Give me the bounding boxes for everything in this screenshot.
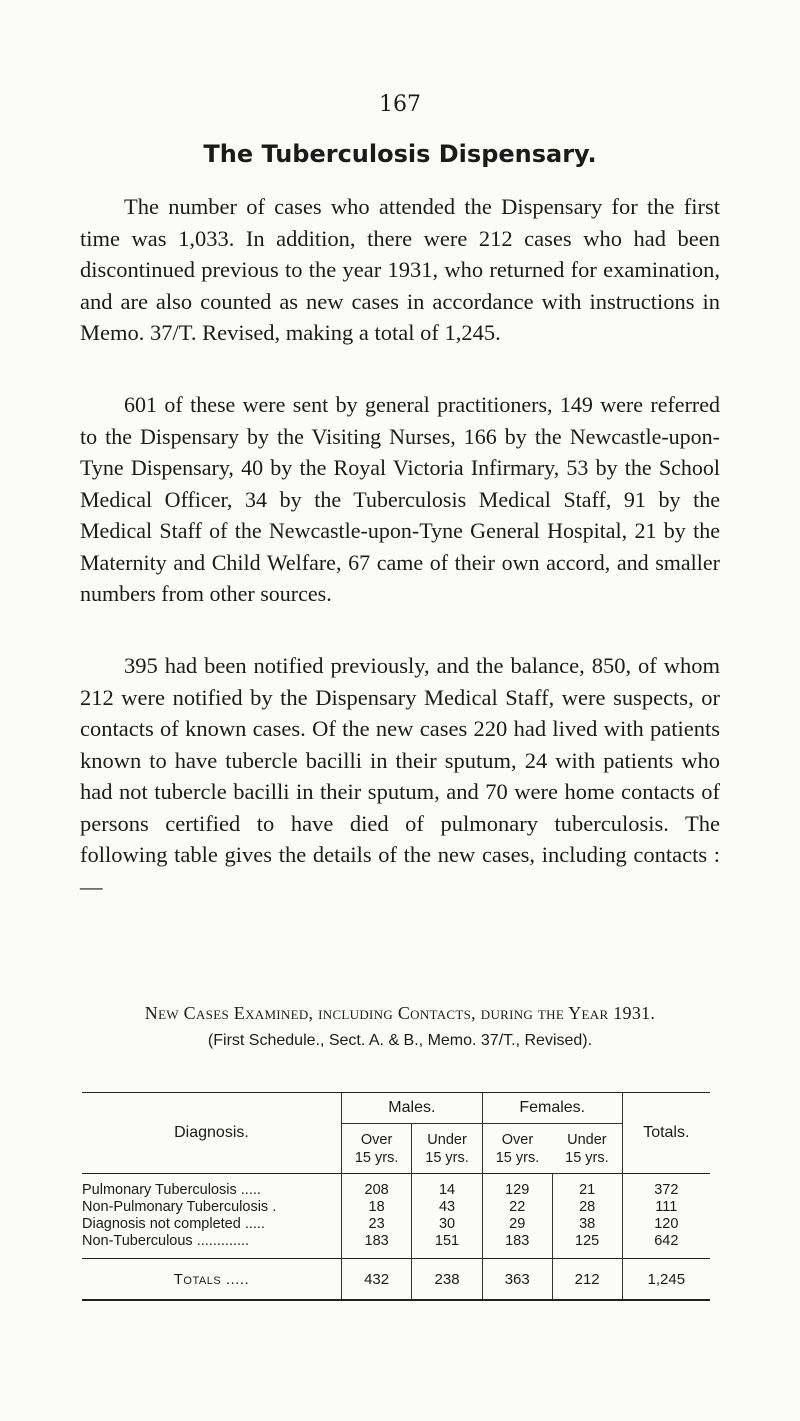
header-under-label: Under <box>427 1131 467 1148</box>
header-over-label: Over <box>360 1131 393 1148</box>
header-males-over <box>341 1124 411 1174</box>
cell-males-under: 14 <box>412 1174 483 1200</box>
total-males-over: 432 <box>341 1259 411 1301</box>
header-females-over <box>482 1124 552 1174</box>
header-age-label: 15 yrs. <box>354 1149 399 1166</box>
cell-females-under: 125 <box>552 1233 622 1259</box>
cell-males-over: 18 <box>341 1199 411 1216</box>
header-age-label: 15 yrs. <box>565 1149 609 1166</box>
totals-row <box>82 1259 710 1301</box>
new-cases-table <box>82 1092 710 1301</box>
table-row <box>82 1216 710 1233</box>
cell-females-over: 29 <box>482 1216 552 1233</box>
table-row <box>82 1233 710 1259</box>
table-title: New Cases Examined, including Contacts, during the Year 1931. <box>144 1003 656 1023</box>
header-males: Males. <box>341 1093 482 1124</box>
header-totals: Totals. <box>622 1093 710 1174</box>
table-row <box>82 1199 710 1216</box>
row-label: Diagnosis not completed ..... <box>82 1216 265 1232</box>
row-label: Non-Tuberculous ............. <box>82 1233 250 1249</box>
page-number: 167 <box>379 92 421 117</box>
row-label: Pulmonary Tuberculosis ..... <box>82 1182 261 1198</box>
header-females-under <box>552 1124 622 1174</box>
header-age-label: 15 yrs. <box>425 1149 469 1166</box>
paragraph-text: 601 of these were sent by general practitioners, 149 were referred to the Dispensary by the Visiting Nurses, 166 by the Newcastle-upon-Tyne Dispensary, 40 by the Royal Victoria Infirmary, 53 by the School Medical Officer, 34 by the Tuberculosis Medical Staff, 91 by the Medical Staff of the Newcastle-upon-Tyne General Hospital, 21 by the Maternity and Child Welfare, 67 came of their own accord, and smaller numbers from other sources. <box>80 392 720 606</box>
header-diagnosis: Diagnosis. <box>82 1093 341 1174</box>
cell-females-under: 21 <box>552 1174 622 1200</box>
totals-label: Totals ..... <box>82 1259 341 1301</box>
table-row <box>82 1174 710 1200</box>
page-title: The Tuberculosis Dispensary. <box>203 140 597 168</box>
cell-females-over: 183 <box>482 1233 552 1259</box>
cell-total: 372 <box>622 1174 710 1200</box>
cell-females-over: 22 <box>482 1199 552 1216</box>
paragraph-text: The number of cases who attended the Dispensary for the first time was 1,033. In addition, there were 212 cases who had been discontinued previous to the year 1931, who returned for examination, and are also counted as new cases in accordance with instructions in Memo. 37/T. Revised, making a total of 1,245. <box>80 194 720 345</box>
total-females-over: 363 <box>482 1259 552 1301</box>
cell-females-under: 38 <box>552 1216 622 1233</box>
header-over-label: Over <box>501 1131 534 1148</box>
header-females: Females. <box>482 1093 622 1124</box>
paragraph-text: 395 had been notified previously, and the balance, 850, of whom 212 were notified by the Dispensary Medical Staff, were suspects, or contacts of known cases. Of the new cases 220 had lived with patients known to have tubercle bacilli in their sputum, 24 with patients who had not tubercle bacilli in their sputum, and 70 were home contacts of persons certified to have died of pulmonary tuberculosis. The following table gives the details of the new cases, including contacts :— <box>80 653 720 899</box>
header-under-label: Under <box>567 1131 607 1148</box>
cell-males-under: 43 <box>412 1199 483 1216</box>
cell-females-over: 129 <box>482 1174 552 1200</box>
cell-total: 120 <box>622 1216 710 1233</box>
cell-total: 642 <box>622 1233 710 1259</box>
paragraph-notifications <box>80 650 720 902</box>
total-males-under: 238 <box>412 1259 483 1301</box>
cell-males-over: 208 <box>341 1174 411 1200</box>
header-age-label: 15 yrs. <box>495 1149 540 1166</box>
paragraph-referrals <box>80 389 720 610</box>
row-label: Non-Pulmonary Tuberculosis . <box>82 1199 277 1215</box>
cell-males-under: 30 <box>412 1216 483 1233</box>
table-subtitle: (First Schedule., Sect. A. & B., Memo. 37/T., Revised). <box>207 1032 593 1049</box>
total-females-under: 212 <box>552 1259 622 1301</box>
cell-total: 111 <box>622 1199 710 1216</box>
paragraph-attendance <box>80 191 720 349</box>
grand-total: 1,245 <box>622 1259 710 1301</box>
cell-females-under: 28 <box>552 1199 622 1216</box>
cell-males-over: 183 <box>341 1233 411 1259</box>
cell-males-over: 23 <box>341 1216 411 1233</box>
header-males-under <box>412 1124 483 1174</box>
cell-males-under: 151 <box>412 1233 483 1259</box>
